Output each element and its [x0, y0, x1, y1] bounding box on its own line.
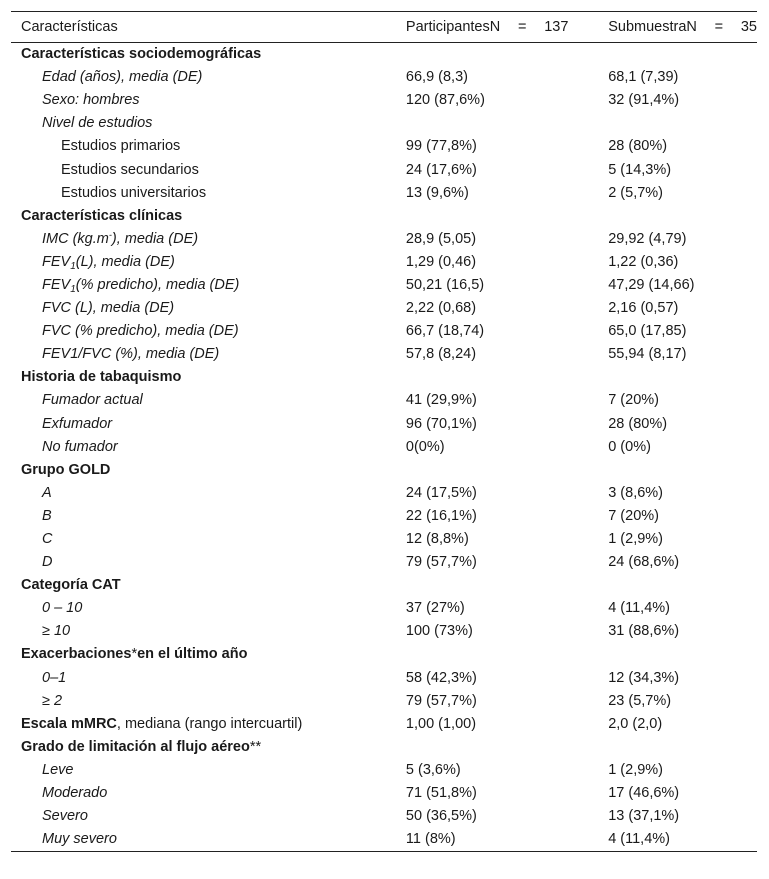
subsample-value: 28 (80%) [608, 138, 668, 155]
table-row [11, 182, 757, 205]
section-row-airflow [11, 736, 757, 759]
table-row [11, 690, 757, 713]
participants-value: 79 (57,7%) [405, 692, 477, 709]
table-row [11, 158, 757, 181]
section-label: Grado de limitación al flujo aéreo** [21, 738, 262, 755]
row-label: C [42, 531, 53, 548]
table-row [11, 413, 757, 436]
subsample-value: 0 (0%) [608, 438, 651, 455]
header-subsample-n: 35 [740, 18, 757, 35]
row-label: Nivel de estudios [42, 115, 153, 132]
header-subsample-eq: = [714, 18, 724, 35]
subsample-value: 4 (11,4%) [608, 600, 670, 617]
row-label: IMC (kg.m-), media (DE) [42, 229, 199, 247]
row-label: Leve [42, 761, 74, 778]
participants-value: 41 (29,9%) [405, 392, 477, 409]
row-label: Exfumador [42, 415, 113, 432]
table-row [11, 551, 757, 574]
subsample-value: 29,92 (4,79) [608, 230, 687, 247]
subsample-value: 23 (5,7%) [608, 692, 672, 709]
header-characteristics: Características [21, 18, 118, 35]
participants-value: 58 (42,3%) [405, 669, 477, 686]
participants-value: 28,9 (5,05) [405, 230, 477, 247]
participants-value: 50,21 (16,5) [405, 276, 485, 293]
subsample-value: 65,0 (17,85) [608, 323, 687, 340]
table-row [11, 135, 757, 158]
participants-value: 99 (77,8%) [405, 138, 477, 155]
subsample-value: 7 (20%) [608, 507, 659, 524]
row-label: 0 – 10 [42, 600, 83, 617]
subsample-value: 12 (34,3%) [608, 669, 680, 686]
section-row-gold [11, 459, 757, 482]
table-row [11, 782, 757, 805]
row-label: Sexo: hombres [42, 92, 140, 109]
subsample-value: 68,1 (7,39) [608, 69, 679, 86]
participants-value: 5 (3,6%) [405, 761, 461, 778]
participants-value: 50 (36,5%) [405, 808, 477, 825]
subsample-value: 1 (2,9%) [608, 761, 664, 778]
participants-value: 1,00 (1,00) [405, 715, 477, 732]
subsample-value: 28 (80%) [608, 415, 668, 432]
table-row [11, 759, 757, 782]
participants-value: 100 (73%) [405, 623, 473, 640]
participants-value: 66,9 (8,3) [405, 69, 468, 86]
table-row [11, 112, 757, 135]
header-subsample-label: SubmuestraN [608, 18, 697, 35]
subsample-value: 5 (14,3%) [608, 161, 672, 178]
row-label: Edad (años), media (DE) [42, 69, 203, 86]
row-label: FVC (L), media (DE) [42, 300, 175, 317]
section-row-smoking [11, 366, 757, 389]
table-row [11, 505, 757, 528]
row-label: Muy severo [42, 831, 117, 848]
header-participants-label: ParticipantesN [405, 18, 501, 35]
participants-value: 2,22 (0,68) [405, 300, 477, 317]
row-label: FEV1/FVC (%), media (DE) [42, 346, 220, 363]
participants-value: 71 (51,8%) [405, 785, 477, 802]
participants-value: 57,8 (8,24) [405, 346, 477, 363]
table-row [11, 620, 757, 643]
table-row [11, 343, 757, 366]
row-label: Moderado [42, 785, 108, 802]
header-participants [406, 12, 608, 43]
table-row [11, 389, 757, 412]
subsample-value: 4 (11,4%) [608, 831, 670, 848]
participants-value: 13 (9,6%) [405, 184, 469, 201]
section-row-clinical [11, 205, 757, 228]
row-label: A [42, 484, 52, 501]
row-label: No fumador [42, 438, 118, 455]
subsample-value: 24 (68,6%) [608, 554, 680, 571]
participants-value: 24 (17,6%) [405, 161, 477, 178]
section-label: Escala mMRC, mediana (rango intercuartil) [21, 715, 303, 732]
row-label: $FEV_1(\%$ predicho), media (DE) [42, 276, 240, 295]
row-label: Severo [42, 808, 88, 825]
subsample-value: 7 (20%) [608, 392, 659, 409]
section-label: Características sociodemográficas [21, 46, 262, 63]
participants-value: 22 (16,1%) [405, 507, 477, 524]
header-subsample [608, 12, 757, 43]
table-row [11, 667, 757, 690]
row-label: Estudios universitarios [61, 184, 207, 201]
participants-value: 79 (57,7%) [405, 554, 477, 571]
row-label: FVC (% predicho), media (DE) [42, 323, 239, 340]
section-row-sociodemographic [11, 43, 757, 67]
participants-value: 24 (17,5%) [405, 484, 477, 501]
table-row [11, 228, 757, 251]
subsample-value: 2,16 (0,57) [608, 300, 679, 317]
participants-value: 120 (87,6%) [405, 92, 485, 109]
table-row [11, 297, 757, 320]
subsample-value: 2 (5,7%) [608, 184, 664, 201]
table-row [11, 828, 757, 852]
table-row [11, 805, 757, 828]
row-label: $FEV_1(L)$, media (DE) [42, 253, 175, 272]
row-label: Estudios secundarios [61, 161, 199, 178]
section-row-exacerbations [11, 643, 757, 666]
participants-value: 12 (8,8%) [405, 531, 469, 548]
subsample-value: 31 (88,6%) [608, 623, 680, 640]
table-row [11, 436, 757, 459]
subsample-value: 17 (46,6%) [608, 785, 680, 802]
section-label: Grupo GOLD [21, 461, 111, 478]
participants-value: 11 (8%) [405, 831, 456, 848]
row-label: ≥ 2 [42, 692, 63, 709]
table-row [11, 251, 757, 274]
table-row [11, 482, 757, 505]
subsample-value: 2,0 (2,0) [608, 715, 663, 732]
table-row [11, 597, 757, 620]
characteristics-table [11, 11, 757, 852]
subsample-value: 1,22 (0,36) [608, 253, 679, 270]
row-label: Estudios primarios [61, 138, 181, 155]
participants-value: 96 (70,1%) [405, 415, 477, 432]
table-row [11, 274, 757, 297]
subsample-value: 1 (2,9%) [608, 531, 664, 548]
row-label: 0–1 [42, 669, 67, 686]
participants-value: 0(0%) [405, 438, 445, 455]
row-label: ≥ 10 [42, 623, 71, 640]
table-row [11, 66, 757, 89]
subsample-value: 3 (8,6%) [608, 484, 664, 501]
header-participants-n: 137 [544, 18, 569, 35]
section-label: Categoría CAT [21, 577, 121, 594]
table-row [11, 89, 757, 112]
subsample-value: 55,94 (8,17) [608, 346, 687, 363]
participants-value: 37 (27%) [405, 600, 465, 617]
participants-value: 1,29 (0,46) [405, 253, 477, 270]
subsample-value: 32 (91,4%) [608, 92, 680, 109]
section-label: Historia de tabaquismo [21, 369, 182, 386]
header-participants-eq: = [517, 18, 527, 35]
section-row-mmrc [11, 713, 757, 736]
subsample-value: 47,29 (14,66) [608, 276, 695, 293]
row-label: B [42, 507, 52, 524]
section-row-cat [11, 574, 757, 597]
table-row [11, 320, 757, 343]
table-header-row [11, 12, 757, 43]
participants-value: 66,7 (18,74) [405, 323, 485, 340]
section-label: Exacerbaciones*en el último año [21, 646, 248, 663]
row-label: D [42, 554, 53, 571]
table-row [11, 528, 757, 551]
row-label: Fumador actual [42, 392, 143, 409]
section-label: Características clínicas [21, 207, 183, 224]
subsample-value: 13 (37,1%) [608, 808, 680, 825]
